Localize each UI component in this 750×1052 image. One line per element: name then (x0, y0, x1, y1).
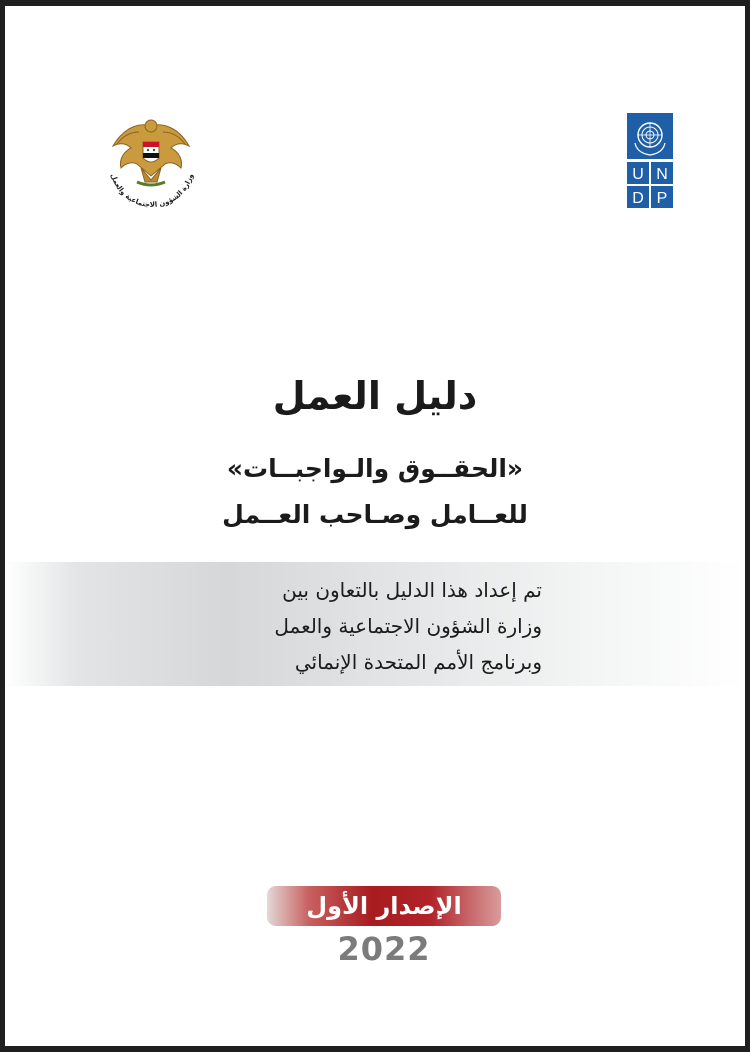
undp-logo-icon (627, 113, 673, 211)
edition-year: 2022 (337, 930, 431, 968)
document-subtitle (5, 446, 745, 538)
collaboration-line-3: وبرنامج الأمم المتحدة الإنمائي (294, 650, 542, 674)
svg-text:N: N (656, 166, 668, 183)
ministry-emblem-icon (101, 112, 201, 216)
svg-text:P: P (656, 190, 668, 207)
collaboration-line-2: وزارة الشؤون الاجتماعية والعمل (274, 614, 542, 638)
document-title: دليل العمل (272, 374, 478, 418)
svg-text:D: D (632, 190, 644, 207)
undp-logo (627, 113, 673, 211)
ministry-seal-text: وزارة الشؤون الاجتماعية والعمل (109, 172, 195, 209)
collaboration-line-1: تم إعداد هذا الدليل بالتعاون بين (282, 578, 542, 602)
edition-badge: الإصدار الأول (267, 886, 501, 926)
subtitle-line-1: «الحقــوق والـواجبــات» (226, 454, 524, 483)
cover-page (5, 6, 745, 1046)
subtitle-line-2: للعــامل وصـاحب العــمل (222, 500, 528, 529)
collaboration-statement (5, 572, 545, 680)
svg-text:U: U (632, 166, 644, 183)
